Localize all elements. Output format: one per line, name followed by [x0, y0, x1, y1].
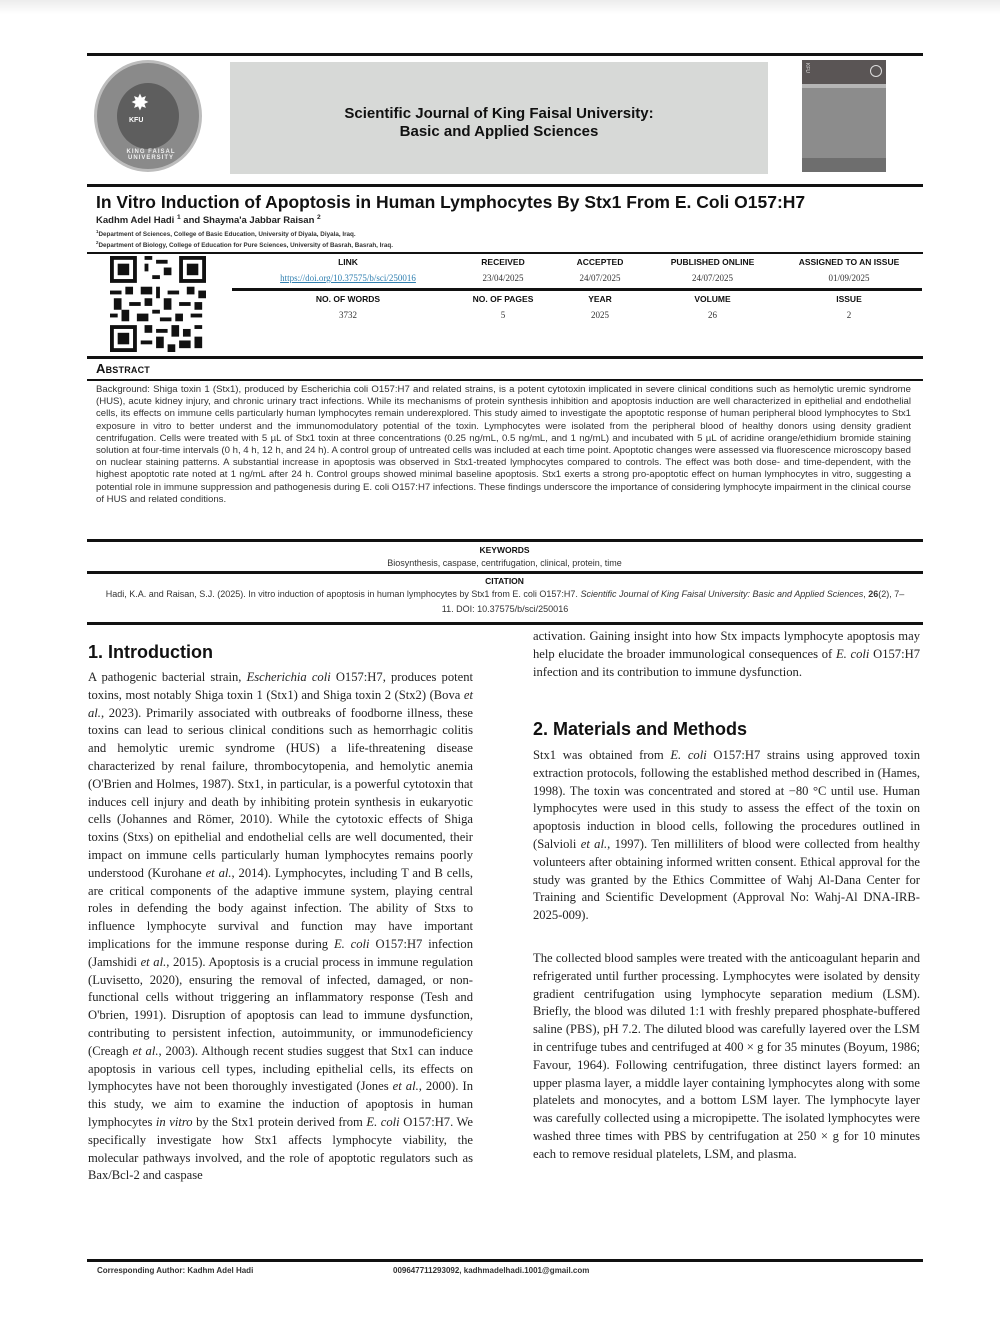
author-1: Kadhm Adel Hadi: [96, 215, 175, 227]
abstract-bottom-rule: [87, 539, 923, 542]
cover-kfu-label: KFU: [804, 63, 810, 73]
meta-link-label: LINK: [338, 257, 358, 267]
author-2: Shayma'a Jabbar Raisan: [202, 215, 315, 227]
doi-link[interactable]: https://doi.org/10.37575/b/sci/250016: [280, 273, 416, 283]
meta-pages-value: 5: [500, 310, 506, 320]
section-heading-introduction: 1. Introduction: [88, 642, 213, 662]
meta-volume-value: 26: [708, 310, 717, 320]
meta-top-rule: [87, 252, 923, 254]
text-segment: activation. Gaining insight into how Stx impacts lymphocyte apoptosis may help elucidate the broader immunological consequences of: [533, 629, 920, 661]
keywords-bottom-rule: [87, 571, 923, 574]
italic-term: E. coli: [835, 646, 870, 661]
meta-accepted-value: 24/07/2025: [579, 273, 621, 283]
affiliation-2-num: 2: [96, 240, 99, 245]
italic-term: Escherichia coli: [246, 670, 331, 684]
italic-term: et al.: [140, 954, 167, 969]
meta-pages-label: NO. OF PAGES: [472, 294, 534, 304]
citation-authors: Hadi, K.A. and Raisan, S.J. (2025). In vitro induction of apoptosis in human lymphocytes by Stx1 from E. coli O157:H7.: [105, 589, 581, 599]
italic-term: E. coli: [366, 1114, 400, 1129]
meta-published-value: 24/07/2025: [691, 273, 733, 283]
meta-issue-value: 2: [846, 310, 852, 320]
italic-term: et al.: [132, 1043, 159, 1058]
methods-paragraph-2: The collected blood samples were treated with the anticoagulant heparin and refrigerated until further processing. Lymphocytes were isolated by density gradient centrifugation using lymphocyte separation medium (LSM). Briefly, the blood was diluted 1:1 with freshly prepared phosphate-buffered saline (PBS), pH 7.2. The diluted blood was carefully layered over the LSM in centrifuge tubes and centrifuged at 400 × g for 35 minutes (Boyum, 1986; Favour, 1964). Following centrifugation, three distinct layers formed: an upper plasma layer, a middle layer containing lymphocytes along with some platelets and monocytes, and a bottom LSM layer. The lymphocyte layer was carefully collected using a micropipette. The isolated lymphocytes were washed three times with PBS by centrifugation at 250 × g for 10 minutes each to remove residual platelets, LSM, and plasma.: [533, 951, 920, 1161]
italic-term: et al.: [392, 1079, 419, 1094]
affiliation-1-text: Department of Sciences, College of Basic Education, University of Diyala, Diyala, Iraq.: [98, 231, 356, 239]
corresponding-author: Corresponding Author: Kadhm Adel Hadi: [97, 1266, 254, 1275]
text-segment: , 2014). Lymphocytes, including T and B cells, are critical components of the adaptive immune system, playing central roles in defending the body against infection. The ability of Stxs to influence lymphocyte survival and function may have important implications for the immune response during: [88, 865, 473, 951]
meta-year-value: 2025: [591, 310, 609, 320]
text-segment: O157:H7 infection and its contribution to immune dysfunction.: [533, 646, 920, 679]
italic-term: E. coli: [333, 936, 370, 951]
italic-term: et al.: [580, 836, 608, 851]
abstract-text: Background: Shiga toxin 1 (Stx1), produced by Escherichia coli O157:H7 and related strains, is a potent cytotoxin implicated in severe clinical conditions such as hemolytic uremic syndrome (HUS), acute kidney injury, and chronic urinary tract infections. While its mechanisms of protein synthesis inhibition and apoptosis induction are well characterized in epithelial and endothelial cells, its effects on immune cells particularly human lymphocytes remain underexplored. This study aimed to investigate the apoptotic response of human peripheral blood lymphocytes to Stx1 exposure in vitro to better underst and the immunomodulatory potential of the toxin. Lymphocytes were isolated from the peripheral blood of healthy donors using density gradient centrifugation. Cells were treated with 5 µL of Stx1 toxin at three concentrations (0.25 ng/mL, 0.5 ng/mL, and 1 ng/mL) and incubated with 5 µL of acridine orange/ethidium bromide staining solution at four-time intervals (0 h, 4 h, 12 h, and 24 h). A control group of untreated cells was included at each time point. Apoptotic changes were assessed via fluorescence microscopy based on nuclear staining patterns. A substantial increase in apoptosis was observed in Stx1-treated lymphocytes compared to controls. The effect was both dose- and time-dependent, with the highest apoptotic rate noted at 1 ng/mL after 24 h. Control groups showed minimal baseline apoptosis. Stx1 exerts a strong pro-apoptotic effect on human lymphocytes in vitro, suggesting a potential role in immune suppression and pathogenesis during E. coli O157:H7 infections. These findings underscore the importance of considering lymphocyte impairment in the clinical course of HUS and related conditions.: [96, 384, 911, 505]
text-segment: , 2003). Although recent studies suggest that Stx1 can induce apoptosis in various cell types, including epithelial cells, its effects on lymphocytes have not been thoroughly investigated (Jones: [88, 1043, 473, 1094]
text-segment: , 2000). In this study, we aim to examine the induction of apoptosis in human lymphocytes: [88, 1079, 474, 1129]
citation-text: [100, 587, 910, 617]
section-heading-methods: 2. Materials and Methods: [533, 719, 748, 739]
meta-volume-label: VOLUME: [694, 294, 731, 304]
affiliation-2: [96, 240, 393, 249]
italic-term: et al.: [205, 865, 232, 880]
citation-pages-doi: (2), 7–11. DOI: 10.37575/b/sci/250016: [441, 589, 905, 614]
citation-bottom-rule: [87, 622, 923, 625]
meta-received-label: RECEIVED: [481, 257, 525, 267]
keywords-heading: KEYWORDS: [479, 545, 530, 555]
qr-code-icon[interactable]: [110, 256, 206, 352]
affiliation-1-num: 1: [96, 229, 99, 234]
page-top-shade: [0, 0, 1000, 14]
text-segment: O157:H7 strains using approved toxin extraction protocols, following the established method described in (Hames, 1998). The toxin was concentrated and stored at −80 °C until use. Human lymphocytes were used in this study to assess the effect of the toxin on apoptosis induction in blood cells, following the procedures outlined in (Salvioli: [533, 748, 920, 851]
citation-journal: Scientific Journal of King Faisal University: Basic and Applied Sciences: [580, 589, 864, 599]
affiliation-1: [96, 229, 356, 238]
seal-abbrev: KFU: [129, 117, 144, 124]
text-segment: Stx1 was obtained from: [533, 748, 671, 762]
author-2-affil: 2: [317, 214, 321, 221]
university-seal-logo: [94, 60, 202, 172]
journal-banner: [230, 62, 768, 174]
methods-paragraph-1: [533, 747, 920, 925]
introduction-paragraph: [88, 669, 473, 1185]
text-segment: O157:H7, produces potent toxins, most notably Shiga toxin 1 (Stx1) and Shiga toxin 2 (Stx2) (Bova: [88, 670, 473, 702]
text-segment: , 2015). Apoptosis is a crucial process in immune regulation (Luvisetto, 2020), ensuring the removal of infected, damaged, or non-functional cells without triggering an inflammatory response (Tesh and O'brien, 1991). Disruption of apoptosis can lead to immune dysfunction, contributing to persistent infection, autoimmunity, or immunodeficiency (Creagh: [88, 954, 474, 1058]
cover-stripe: [802, 84, 886, 88]
affiliation-2-text: Department of Biology, College of Education for Pure Sciences, University of Basrah, Basrah, Iraq.: [98, 242, 393, 250]
keywords-text: Biosynthesis, caspase, centrifugation, clinical, protein, time: [387, 558, 622, 568]
cover-issue-icon: [870, 65, 882, 77]
meta-year-label: YEAR: [588, 294, 612, 304]
seal-star-icon: ✸: [130, 90, 150, 115]
journal-cover-thumbnail: [802, 60, 886, 172]
text-segment: O157:H7. We specifically investigate how Stx1 affects lymphocyte viability, the molecular pathways involved, and the role of apoptotic regulators such as Bax/Bcl-2 and caspase: [88, 1114, 474, 1183]
citation-heading: CITATION: [485, 576, 524, 586]
text-segment: A pathogenic bacterial strain,: [88, 670, 247, 684]
meta-words-value: 3732: [339, 310, 357, 320]
authors-and: and: [180, 215, 203, 227]
italic-term: et al.: [88, 687, 473, 720]
journal-title-line1: Scientific Journal of King Faisal University:: [344, 105, 654, 122]
seal-ring-text: KING FAISAL UNIVERSITY: [126, 149, 176, 161]
meta-words-label: NO. OF WORDS: [315, 294, 381, 304]
article-title: In Vitro Induction of Apoptosis in Human Lymphocytes By Stx1 From E. Coli O157:H7: [96, 192, 806, 212]
meta-bottom-rule: [87, 356, 923, 359]
citation-volume: 26: [868, 589, 879, 599]
authors-line: [96, 214, 321, 226]
text-segment: , 2023). Primarily associated with outbreaks of foodborne illness, these toxins can lead to serious clinical conditions such as hemorrhagic colitis and hemolytic uremic syndrome (HUS) a life-threatening disease characterized by renal failure, thrombocytopenia, and hemolytic anemia (O'Brien and Holmes, 1987). Stx1, in particular, is a powerful cytotoxin that induces cell injury and death by inhibiting protein synthesis in eukaryotic cells (Johannes and Römer, 2010). While the cytotoxic effects of Shiga toxins (Stxs) on epithelial and endothelial cells are well documented, their impact on immune cells particularly human lymphocytes remains poorly understood (Kurohane: [88, 705, 473, 880]
meta-assigned-label: ASSIGNED TO AN ISSUE: [798, 257, 900, 267]
footer-rule: [87, 1259, 923, 1262]
header-bottom-rule: [87, 184, 923, 187]
meta-received-value: 23/04/2025: [482, 273, 524, 283]
text-segment: , 1997). Ten milliliters of blood were collected from healthy volunteers after obtaining informed written consent. Ethical approval for the study was granted by the Ethics Committee of Wahj Al-Dana Center for Training and Scientific Development (Approval No: Wahj-Al DNA-IRB-2025-009).: [533, 836, 921, 923]
cover-footer: [802, 158, 886, 172]
italic-term: E. coli: [670, 748, 707, 762]
meta-published-label: PUBLISHED ONLINE: [670, 257, 755, 267]
abstract-heading: Abstract: [96, 361, 150, 376]
header-top-rule: [87, 53, 923, 56]
italic-term: in vitro: [155, 1114, 193, 1129]
text-segment: O157:H7 infection (Jamshidi: [88, 936, 473, 969]
author-1-affil: 1: [176, 214, 181, 221]
meta-middle-rule: [232, 288, 922, 291]
citation-sep: ,: [863, 589, 869, 599]
meta-issue-label: ISSUE: [836, 294, 862, 304]
abstract-rule: [87, 379, 923, 381]
journal-title-line2: Basic and Applied Sciences: [399, 123, 599, 140]
text-segment: by the Stx1 protein derived from: [192, 1114, 367, 1129]
introduction-continuation: [533, 628, 920, 681]
meta-accepted-label: ACCEPTED: [576, 257, 624, 267]
meta-assigned-value: 01/09/2025: [828, 273, 870, 283]
corresponding-contact: 009647711293092, kadhmadelhadi.1001@gmail.com: [393, 1266, 590, 1275]
